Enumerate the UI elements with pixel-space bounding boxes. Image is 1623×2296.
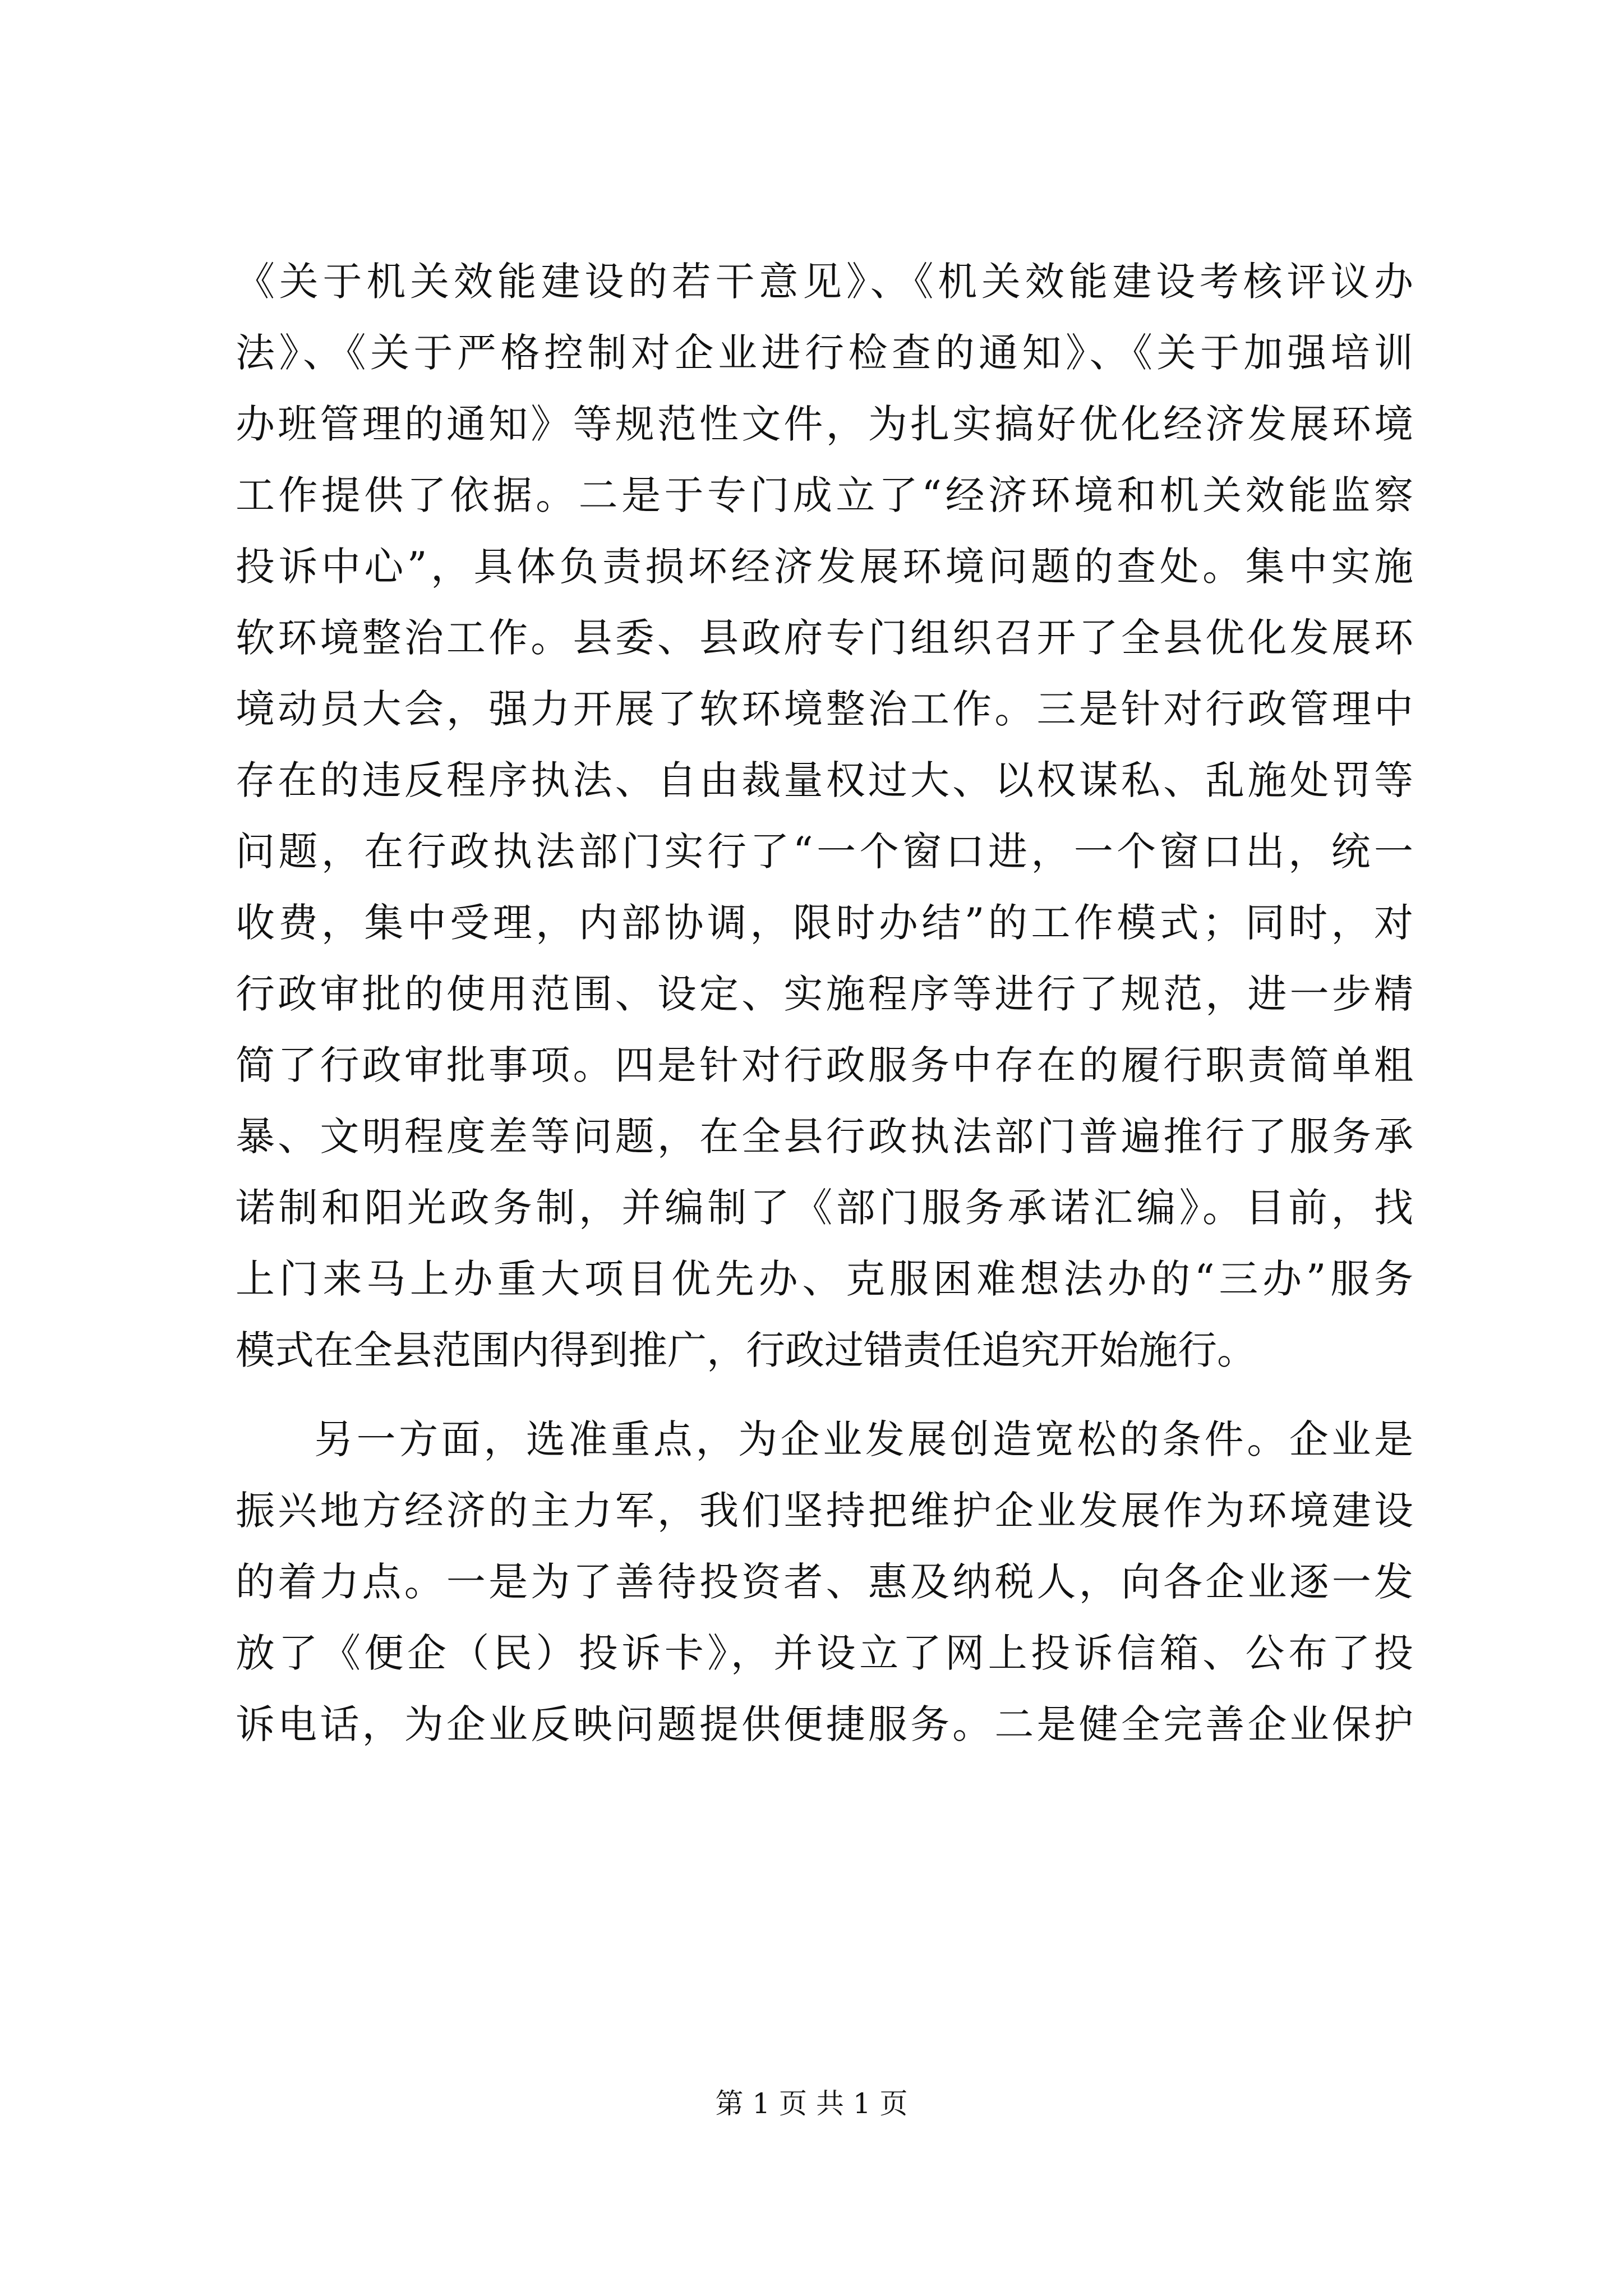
paragraph-1-line-10: 收费，集中受理，内部协调，限时办结”的工作模式；同时，对 <box>236 900 1413 946</box>
paragraph-2-line-3: 的着力点。一是为了善待投资者、惠及纳税人，向各企业逐一发 <box>236 1559 1413 1605</box>
paragraph-1-line-14: 诺制和阳光政务制，并编制了《部门服务承诺汇编》。目前，找 <box>236 1185 1413 1231</box>
paragraph-1-line-4: 工作提供了依据。二是于专门成立了“经济环境和机关效能监察 <box>236 472 1413 518</box>
paragraph-1-line-5: 投诉中心”，具体负责损坏经济发展环境问题的查处。集中实施 <box>236 544 1413 590</box>
paragraph-1-line-13: 暴、文明程度差等问题，在全县行政执法部门普遍推行了服务承 <box>236 1114 1413 1159</box>
paragraph-2-line-1: 另一方面，选准重点，为企业发展创造宽松的条件。企业是 <box>314 1416 1413 1462</box>
paragraph-1-line-3: 办班管理的通知》等规范性文件，为扎实搞好优化经济发展环境 <box>236 401 1413 447</box>
paragraph-1-line-1: 《关于机关效能建设的若干意见》、《机关效能建设考核评议办 <box>236 259 1413 305</box>
paragraph-1-line-6: 软环境整治工作。县委、县政府专门组织召开了全县优化发展环 <box>236 615 1413 661</box>
paragraph-1-line-9: 问题，在行政执法部门实行了“一个窗口进，一个窗口出，统一 <box>236 829 1413 875</box>
paragraph-1-line-8: 存在的违反程序执法、自由裁量权过大、以权谋私、乱施处罚等 <box>236 757 1413 803</box>
paragraph-1-line-16: 模式在全县范围内得到推广，行政过错责任追究开始施行。 <box>236 1327 1256 1373</box>
paragraph-1-line-15: 上门来马上办重大项目优先办、克服困难想法办的“三办”服务 <box>236 1256 1413 1302</box>
page-number-footer: 第 1 页 共 1 页 <box>715 2087 908 2120</box>
paragraph-1-line-7: 境动员大会，强力开展了软环境整治工作。三是针对行政管理中 <box>236 686 1413 732</box>
paragraph-2-line-4: 放了《便企（民）投诉卡》，并设立了网上投诉信箱、公布了投 <box>236 1630 1413 1676</box>
paragraph-1-line-12: 简了行政审批事项。四是针对行政服务中存在的履行职责简单粗 <box>236 1042 1413 1088</box>
paragraph-1-line-2: 法》、《关于严格控制对企业进行检查的通知》、《关于加强培训 <box>236 330 1413 376</box>
paragraph-2-line-5: 诉电话，为企业反映问题提供便捷服务。二是健全完善企业保护 <box>236 1701 1413 1747</box>
paragraph-2-line-2: 振兴地方经济的主力军，我们坚持把维护企业发展作为环境建设 <box>236 1488 1413 1534</box>
paragraph-1-line-11: 行政审批的使用范围、设定、实施程序等进行了规范，进一步精 <box>236 971 1413 1017</box>
